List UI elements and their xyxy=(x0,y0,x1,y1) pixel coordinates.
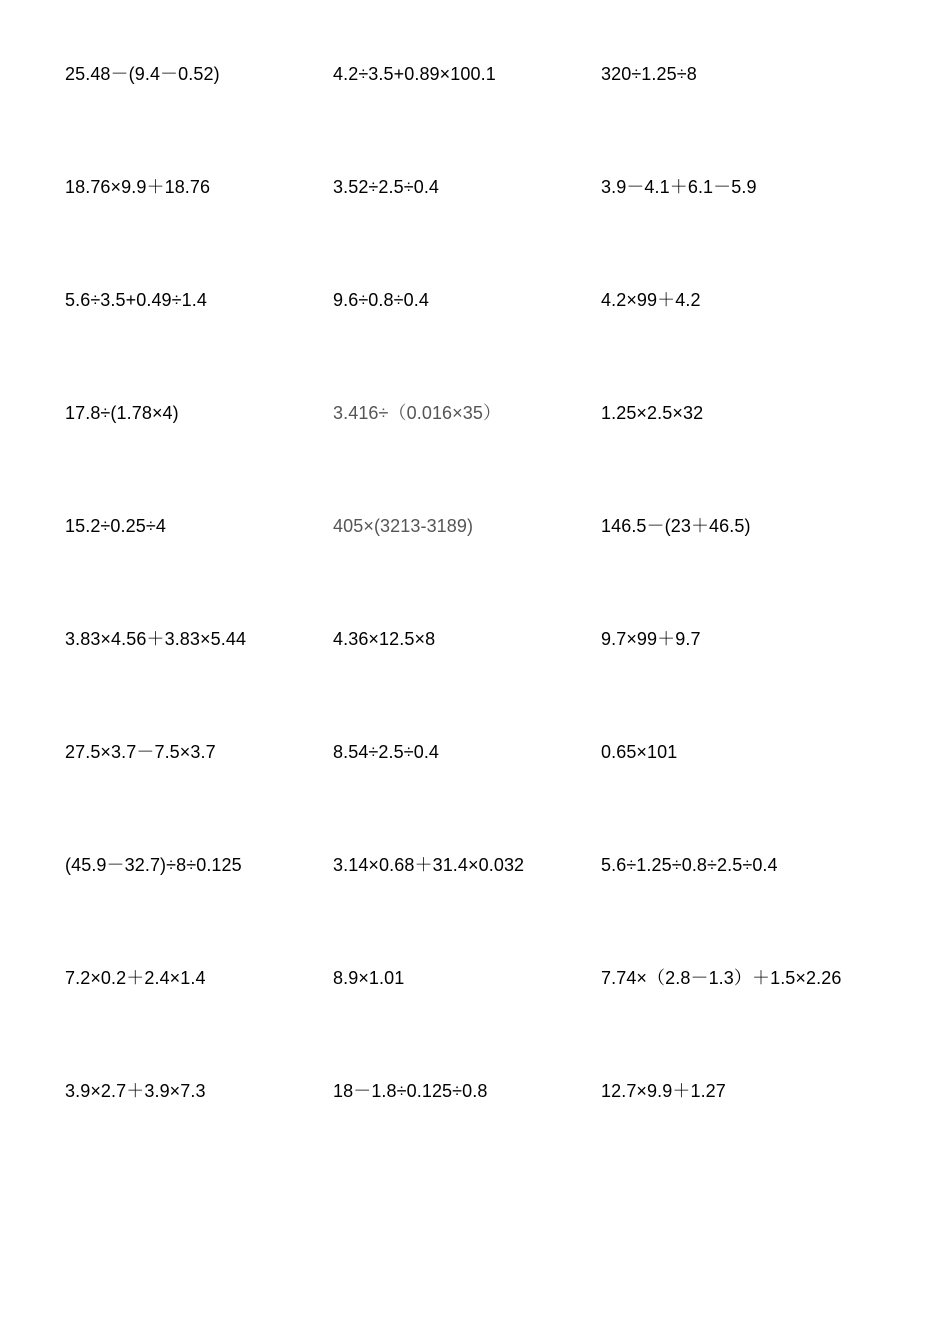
problem-expression: 8.9×1.01 xyxy=(333,968,405,988)
problem-row xyxy=(0,289,950,319)
problem-expression: 27.5×3.7－7.5×3.7 xyxy=(65,742,216,762)
problem-expression: (45.9－32.7)÷8÷0.125 xyxy=(65,855,242,875)
problem-expression: 3.9－4.1＋6.1－5.9 xyxy=(601,177,757,197)
problem-row xyxy=(0,402,950,432)
problem-row xyxy=(0,628,950,658)
problem-expression: 3.83×4.56＋3.83×5.44 xyxy=(65,629,247,649)
problem-expression: 7.2×0.2＋2.4×1.4 xyxy=(65,968,206,988)
problem-expression: 15.2÷0.25÷4 xyxy=(65,516,166,536)
problem-expression: 3.14×0.68＋31.4×0.032 xyxy=(333,855,525,875)
problem-row xyxy=(0,854,950,884)
problem-expression: 5.6÷1.25÷0.8÷2.5÷0.4 xyxy=(601,855,778,875)
problem-expression: 405×(3213-3189) xyxy=(333,516,474,536)
problem-expression: 320÷1.25÷8 xyxy=(601,64,697,84)
problem-expression: 146.5－(23＋46.5) xyxy=(601,516,751,536)
problem-row xyxy=(0,515,950,545)
problem-row xyxy=(0,176,950,206)
problem-expression: 9.7×99＋9.7 xyxy=(601,629,701,649)
problem-expression: 4.36×12.5×8 xyxy=(333,629,436,649)
problem-expression: 0.65×101 xyxy=(601,742,678,762)
problem-expression: 3.9×2.7＋3.9×7.3 xyxy=(65,1081,206,1101)
problem-expression: 9.6÷0.8÷0.4 xyxy=(333,290,429,310)
problem-expression: 5.6÷3.5+0.49÷1.4 xyxy=(65,290,207,310)
problem-expression: 17.8÷(1.78×4) xyxy=(65,403,179,423)
problem-expression: 18－1.8÷0.125÷0.8 xyxy=(333,1081,488,1101)
problem-expression: 1.25×2.5×32 xyxy=(601,403,704,423)
problem-row xyxy=(0,63,950,93)
problem-expression: 4.2×99＋4.2 xyxy=(601,290,701,310)
problem-row xyxy=(0,967,950,997)
problem-expression: 3.416÷（0.016×35） xyxy=(333,403,502,423)
problem-row xyxy=(0,1080,950,1110)
problem-expression: 4.2÷3.5+0.89×100.1 xyxy=(333,64,496,84)
problem-expression: 12.7×9.9＋1.27 xyxy=(601,1081,726,1101)
problem-row xyxy=(0,741,950,771)
problem-expression: 25.48－(9.4－0.52) xyxy=(65,64,220,84)
problem-expression: 18.76×9.9＋18.76 xyxy=(65,177,211,197)
problem-expression: 8.54÷2.5÷0.4 xyxy=(333,742,440,762)
problem-expression: 3.52÷2.5÷0.4 xyxy=(333,177,440,197)
problem-expression: 7.74×（2.8－1.3）＋1.5×2.26 xyxy=(601,968,842,988)
